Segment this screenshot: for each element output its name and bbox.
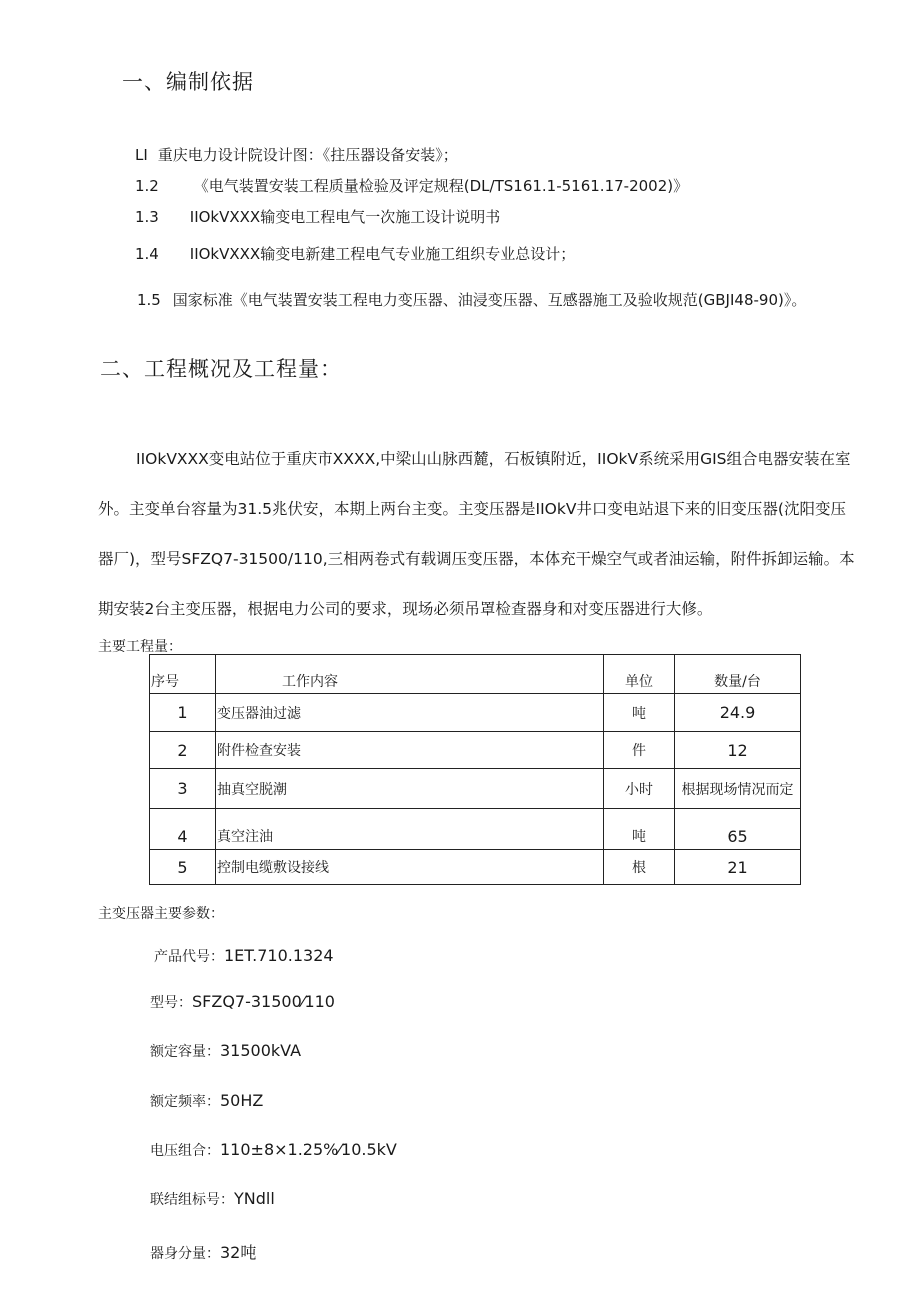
cell-no: 1 [150,694,216,732]
reference-text: 重庆电力设计院设计图：《拄压器设备安装》； [157,146,458,164]
reference-item [137,289,806,310]
param-label: 额定频率： [150,1094,220,1110]
reference-text: 《电气装置安装工程质量检验及评定规程(DL/TS161.1-5161.17-2002)》 [193,177,689,195]
param-label: 电压组合： [150,1143,220,1159]
reference-item [135,206,500,227]
reference-number: 1.5 [137,291,161,309]
reference-text: 国家标准《电气装置安装工程电力变压器、油浸变压器、互感器施工及验收规范(GBJI48-90)》。 [172,291,807,309]
cell-unit: 吨 [604,809,675,850]
header-no: 序号 [150,655,216,694]
table-row [150,732,801,769]
cell-unit: 小时 [604,769,675,809]
param-vector-group [150,1189,275,1209]
param-value: 1ET.710.1324 [224,946,334,965]
cell-item: 控制电缆敷设接线 [216,850,604,885]
param-label: 产品代号： [154,949,224,965]
reference-text: IIOkVXXX输变电工程电气一次施工设计说明书 [189,208,501,226]
cell-item: 附件检查安装 [216,732,604,769]
param-label: 型号： [150,995,192,1011]
param-model [150,992,335,1012]
cell-unit: 吨 [604,694,675,732]
table-header-row [150,655,801,694]
cell-no: 4 [150,809,216,850]
param-value: 31500kVA [220,1041,302,1060]
table-row [150,809,801,850]
reference-number: 1.3 [135,208,159,226]
cell-qty: 根据现场情况而定 [675,769,801,809]
param-rated-frequency [150,1091,263,1111]
cell-qty: 12 [675,732,801,769]
section-title-basis: 一、编制依据 [122,70,254,94]
param-value: 50HZ [220,1091,264,1110]
reference-number: 1.4 [135,245,159,263]
table-row [150,850,801,885]
param-label: 器身分量： [150,1246,220,1262]
header-item: 工作内容 [216,655,604,694]
param-value: 110±8×1.25%⁄10.5kV [220,1140,397,1159]
param-product-code [154,946,334,966]
param-core-weight [150,1240,256,1263]
cell-item: 真空注油 [216,809,604,850]
work-quantity-table [149,654,801,885]
cell-no: 5 [150,850,216,885]
cell-item: 抽真空脱潮 [216,769,604,809]
reference-text: IIOkVXXX输变电新建工程电气专业施工组织专业总设计； [189,245,576,263]
table-label: 主要工程量： [98,639,182,655]
table-row [150,694,801,732]
reference-item [135,243,575,264]
param-label: 联结组标号： [150,1192,234,1208]
reference-number: 1.2 [135,177,159,195]
cell-item: 变压器油过滤 [216,694,604,732]
param-value: 32吨 [220,1243,257,1262]
cell-unit: 件 [604,732,675,769]
reference-item [135,175,688,196]
params-label: 主变压器主要参数： [98,906,224,922]
reference-item [135,144,458,165]
reference-number: LI [135,146,148,164]
param-value: YNdll [234,1189,275,1208]
param-rated-capacity [150,1041,301,1061]
section-title-overview: 二、工程概况及工程量： [100,357,342,381]
header-unit: 单位 [604,655,675,694]
cell-qty: 24.9 [675,694,801,732]
cell-qty: 65 [675,809,801,850]
param-value: SFZQ7-31500⁄110 [192,992,335,1011]
param-label: 额定容量： [150,1044,220,1060]
cell-no: 3 [150,769,216,809]
cell-unit: 根 [604,850,675,885]
cell-no: 2 [150,732,216,769]
overview-paragraph: IIOkVXXX变电站位于重庆市XXXX,中梁山山脉西麓，石板镇附近，IIOkV系统采用GIS组合电器安装在室外。主变单台容量为31.5兆伏安，本期上两台主变。主变压器是IIOkV井口变电站退下来的旧变压器(沈阳变压器厂)，型号SFZQ7-31500/110,三相两卷式有载调压变压器，本体充干燥空气或者油运输，附件拆卸运输。本期安装2台主变压器，根据电力公司的要求，现场必须吊罩检查器身和对变压器进行大修。 [98,450,855,618]
cell-qty: 21 [675,850,801,885]
header-qty: 数量/台 [675,655,801,694]
table-row [150,769,801,809]
param-voltage-combination [150,1140,397,1160]
